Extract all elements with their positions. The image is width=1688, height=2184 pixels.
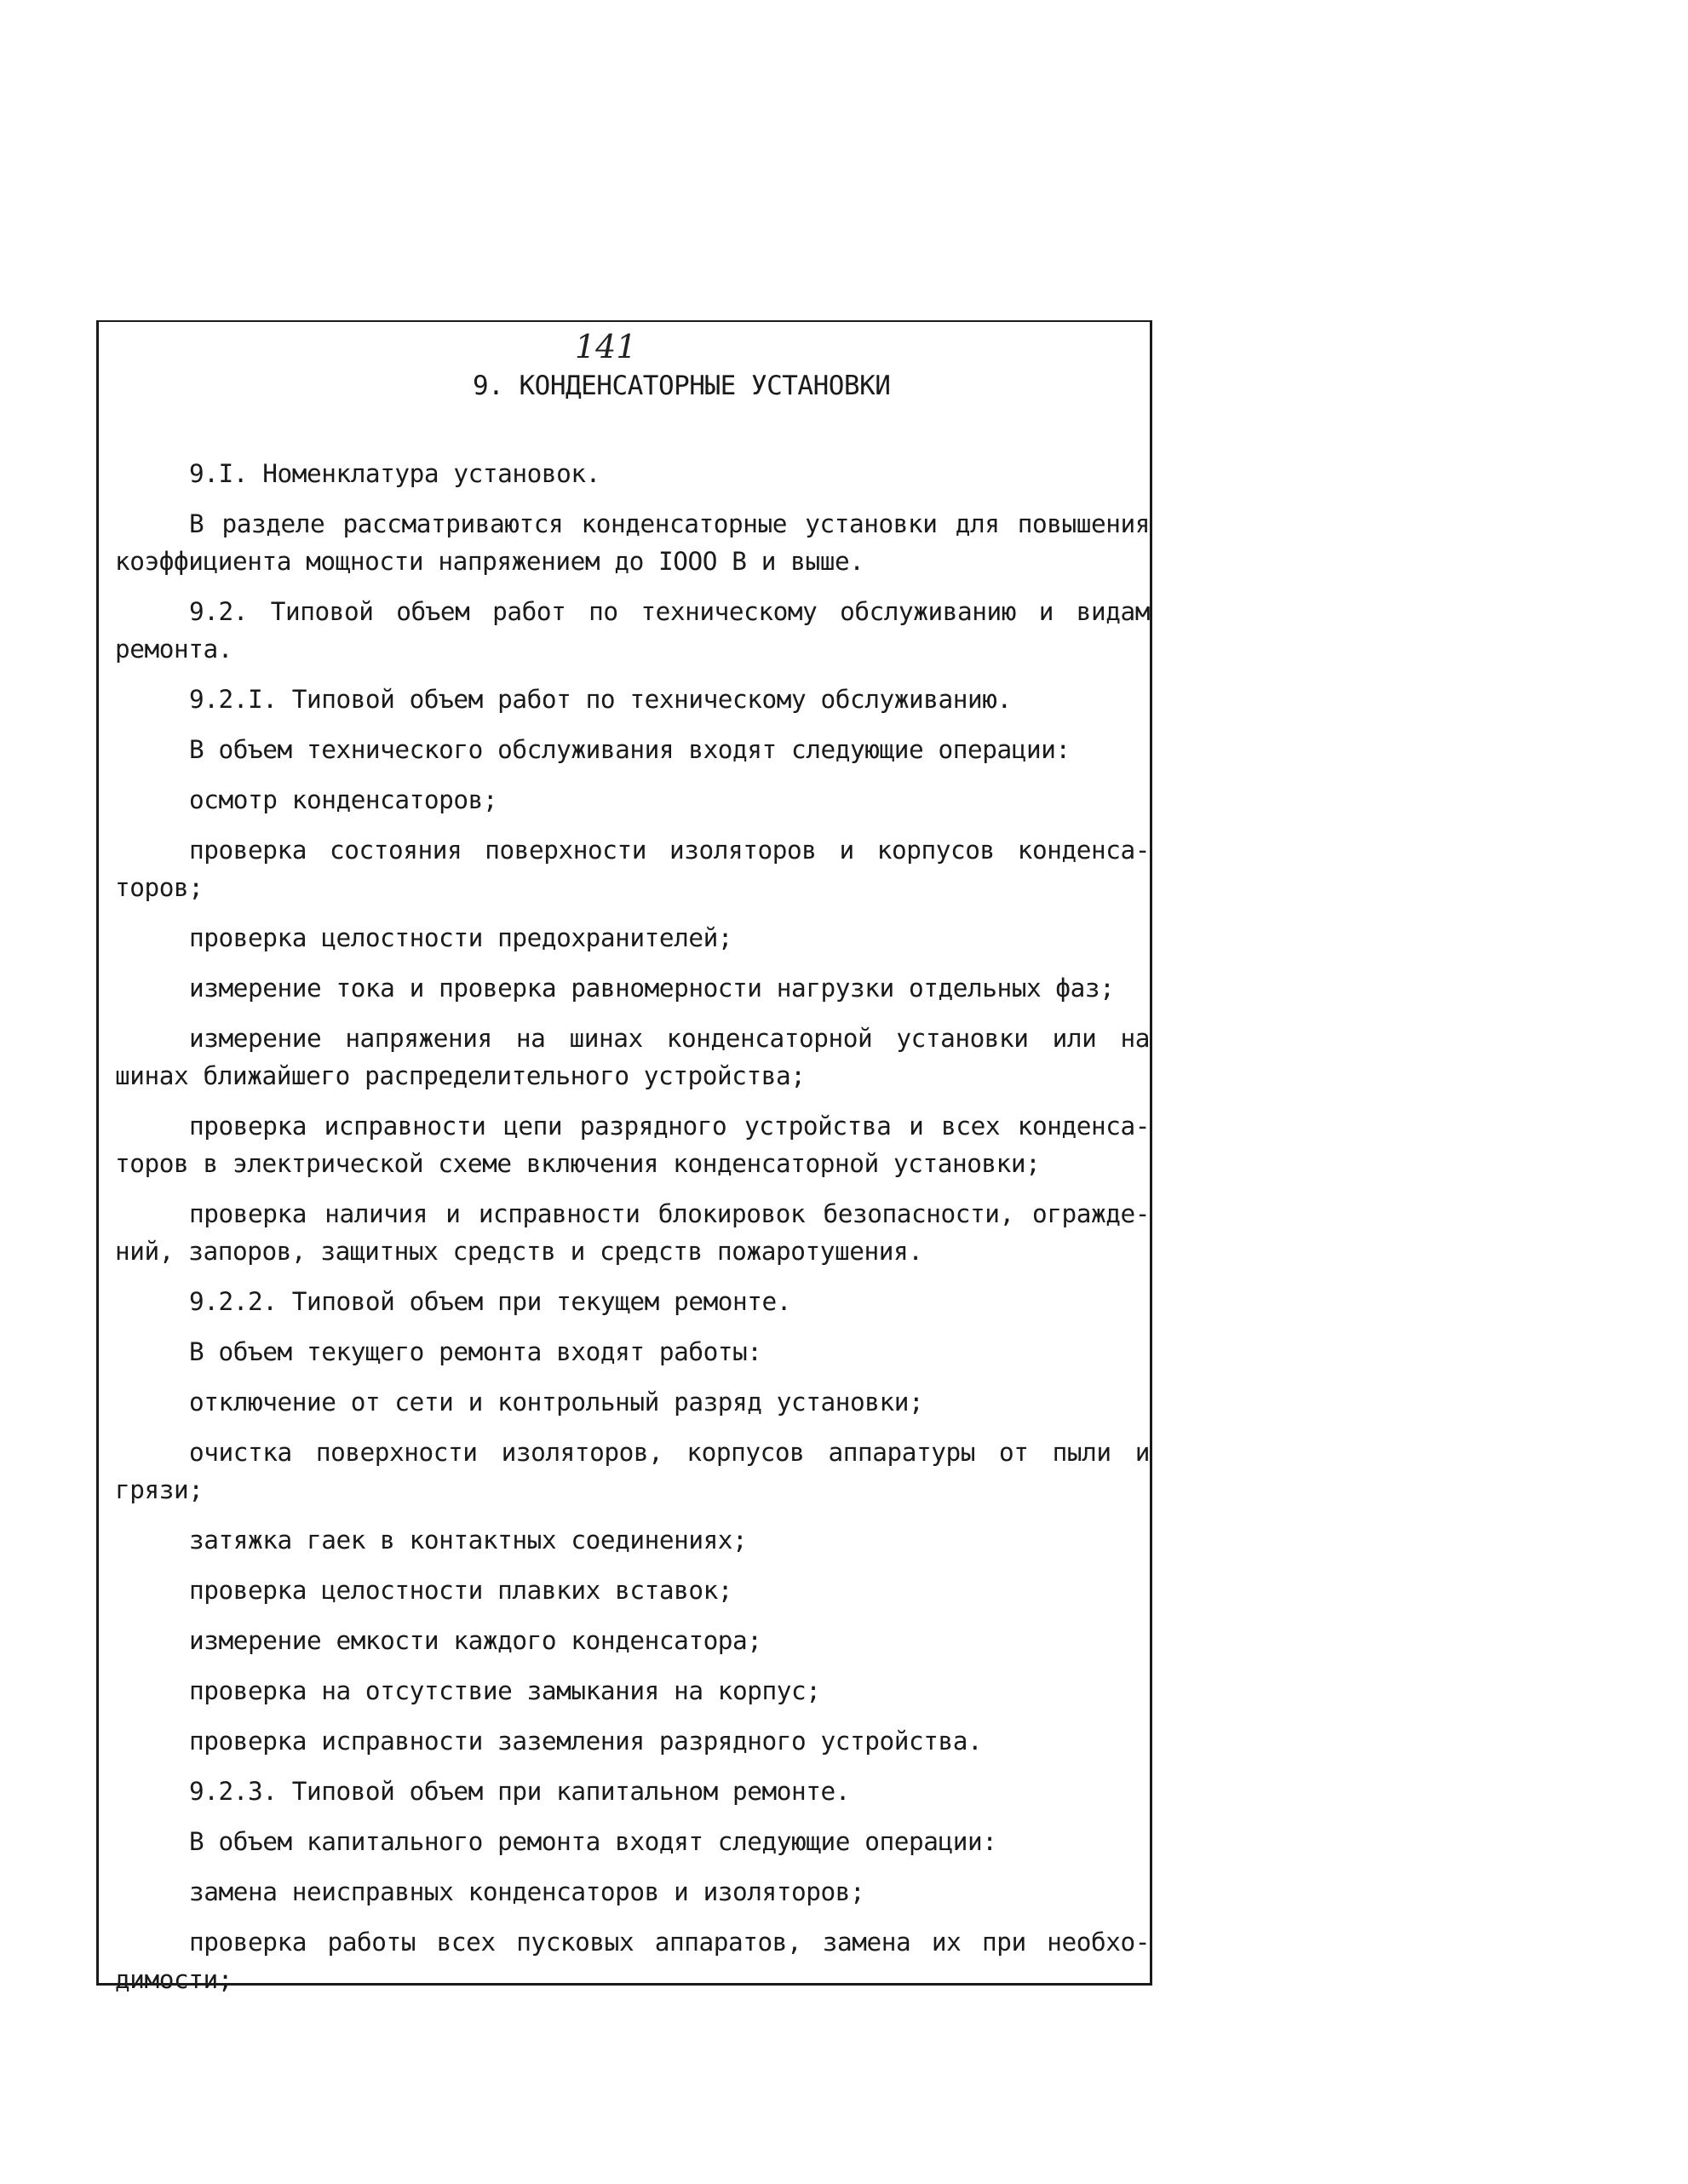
- list-item: замена неисправных конденсаторов и изоляторов;: [189, 1877, 865, 1906]
- list-item: проверка исправности заземления разрядного устройства.: [189, 1727, 983, 1756]
- paragraph-9-2-3: 9.2.3. Типовой объем при капитальном ремонте.: [189, 1777, 851, 1806]
- document-body: [115, 455, 1150, 2011]
- list-item: затяжка гаек в контактных соединениях;: [189, 1526, 748, 1555]
- paragraph-9-2-2: 9.2.2. Типовой объем при текущем ремонте.: [189, 1287, 792, 1316]
- list-item: измерение напряжения на шинах конденсаторной установки или на шинах ближайшего распределительного устройства;: [115, 1024, 1150, 1090]
- section-title: 9. КОНДЕНСАТОРНЫЕ УСТАНОВКИ: [473, 371, 891, 401]
- paragraph-9-2: 9.2. Типовой объем работ по техническому обслуживанию и видам ремонта.: [115, 597, 1150, 664]
- list-item: проверка работы всех пусковых аппаратов, замена их при необхо-димости;: [115, 1928, 1150, 1994]
- paragraph-9-2-1: 9.2.I. Типовой объем работ по техническому обслуживанию.: [189, 685, 1012, 714]
- list-item: осмотр конденсаторов;: [189, 785, 498, 814]
- list-item: проверка наличия и исправности блокировок безопасности, огражде-ний, запоров, защитных средств и средств пожаротушения.: [115, 1199, 1150, 1266]
- list-item: измерение тока и проверка равномерности нагрузки отдельных фаз;: [189, 974, 1115, 1003]
- page-number: 141: [575, 328, 637, 365]
- paragraph-current-repair-intro: В объем текущего ремонта входят работы:: [189, 1337, 762, 1366]
- list-item: отключение от сети и контрольный разряд установки;: [189, 1388, 924, 1417]
- list-item: очистка поверхности изоляторов, корпусов аппаратуры от пыли и грязи;: [115, 1438, 1150, 1504]
- list-item: измерение емкости каждого конденсатора;: [189, 1626, 762, 1655]
- list-item: проверка целостности плавких вставок;: [189, 1576, 733, 1605]
- paragraph-maintenance-intro: В объем технического обслуживания входят следующие операции:: [189, 735, 1071, 764]
- paragraph-9-1: 9.I. Номенклатура установок.: [189, 459, 600, 488]
- paragraph-capital-repair-intro: В объем капитального ремонта входят следующие операции:: [189, 1827, 997, 1856]
- list-item: проверка состояния поверхности изоляторов и корпусов конденса-торов;: [115, 836, 1150, 902]
- paragraph-section-scope: В разделе рассматриваются конденсаторные установки для повышения коэффициента мощности напряжением до IOOO В и выше.: [115, 509, 1150, 576]
- list-item: проверка на отсутствие замыкания на корпус;: [189, 1676, 821, 1705]
- list-item: проверка исправности цепи разрядного устройства и всех конденса-торов в электрической схеме включения конденсаторной установки;: [115, 1112, 1150, 1178]
- list-item: проверка целостности предохранителей;: [189, 923, 733, 952]
